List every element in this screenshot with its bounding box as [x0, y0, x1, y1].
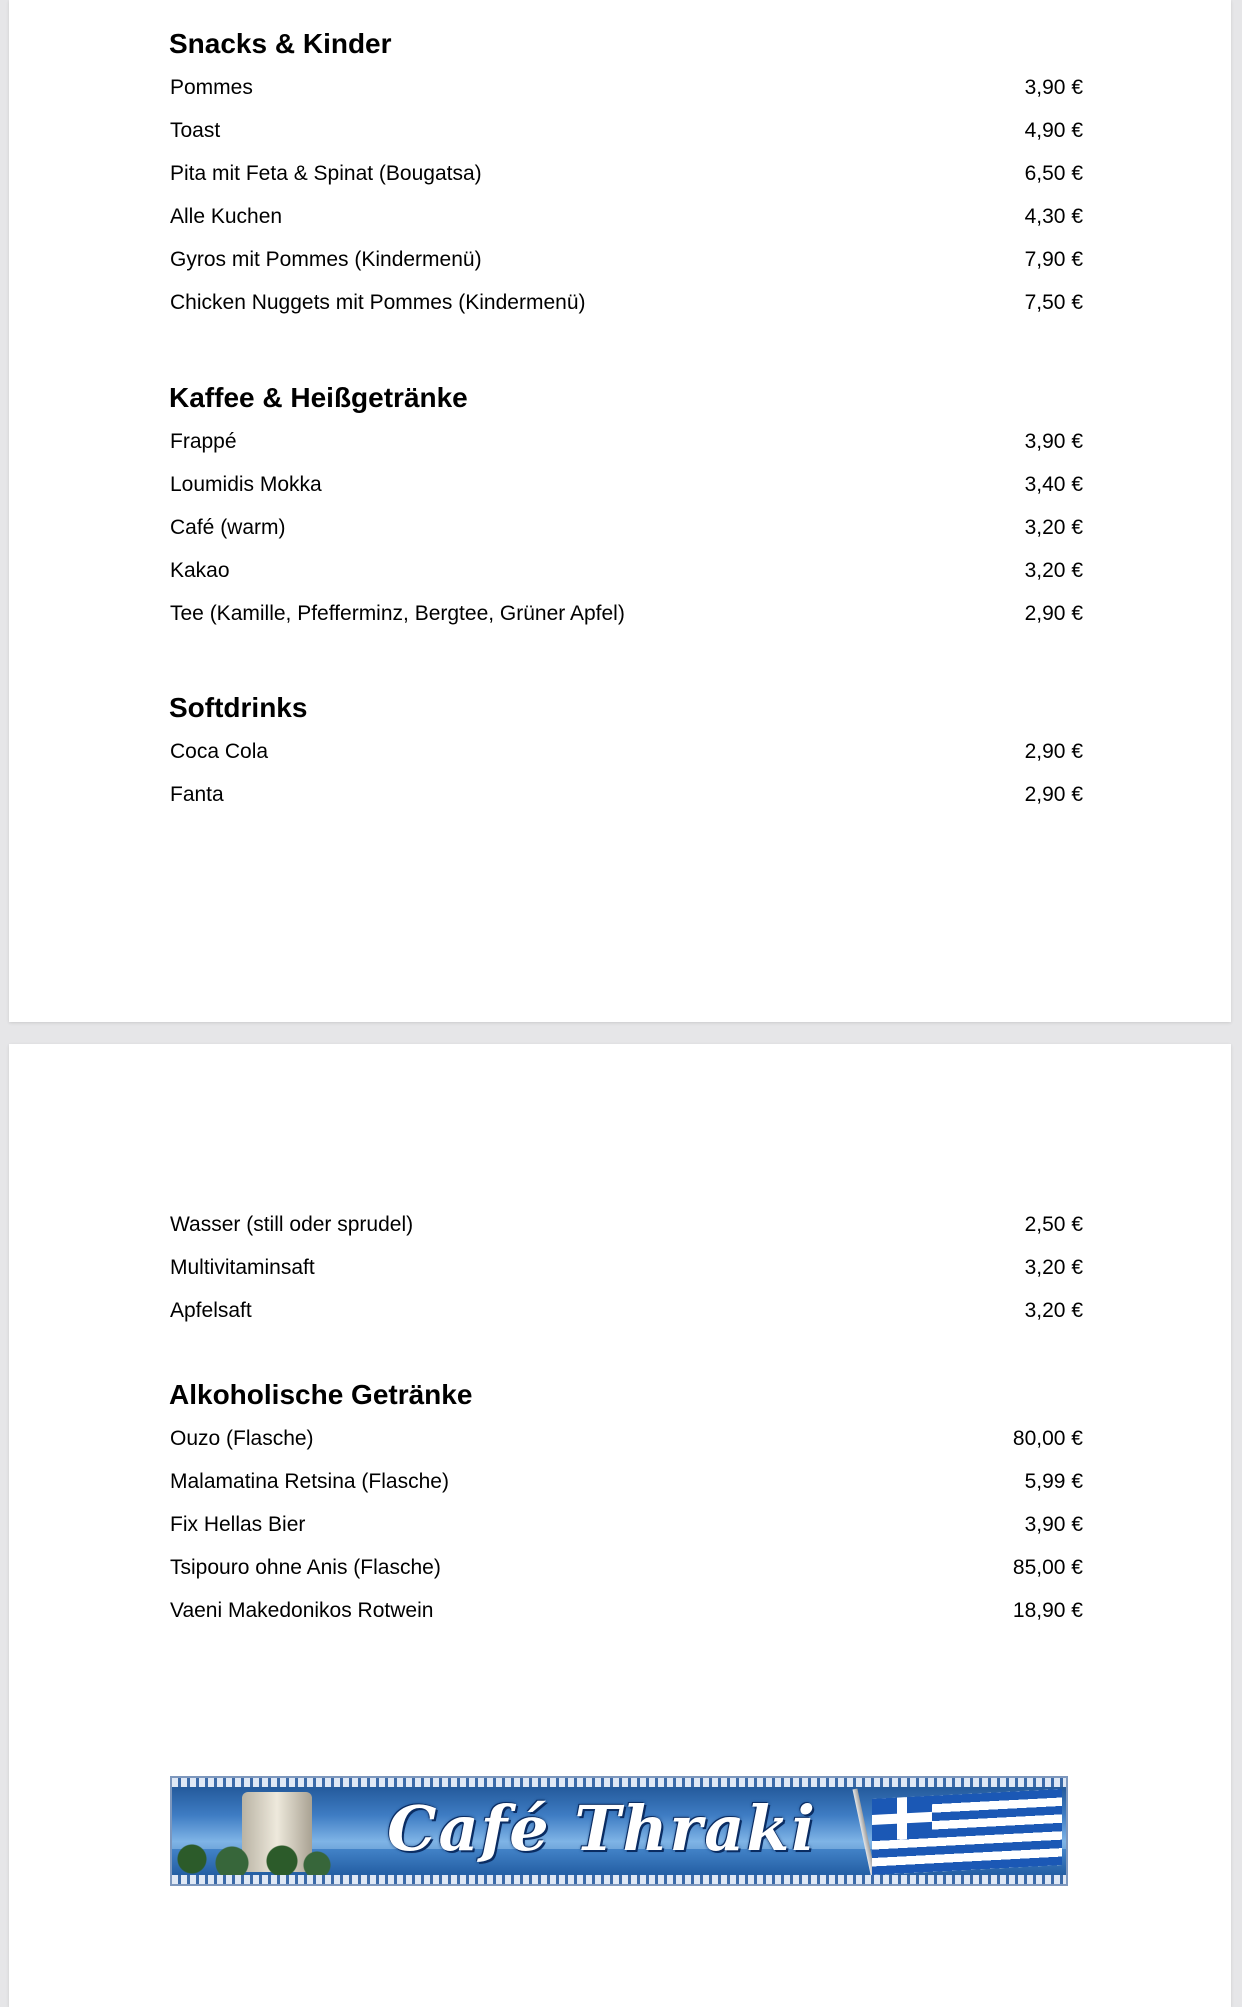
item-name: Multivitaminsaft: [170, 1256, 315, 1279]
item-price: 5,99 €: [1024, 1470, 1083, 1493]
item-price: 3,20 €: [1024, 559, 1083, 582]
item-name: Alle Kuchen: [170, 205, 283, 228]
menu-item: [169, 66, 1083, 109]
item-name: Malamatina Retsina (Flasche): [170, 1470, 449, 1493]
item-name: Tee (Kamille, Pfefferminz, Bergtee, Grüner Apfel): [170, 602, 625, 625]
item-price: 3,90 €: [1024, 1513, 1083, 1536]
menu-item: [169, 281, 1083, 324]
trees-image: [172, 1839, 332, 1875]
item-price: 4,90 €: [1024, 119, 1083, 142]
item-name: Coca Cola: [170, 740, 269, 763]
cafe-thraki-banner: [170, 1776, 1068, 1886]
menu-item: [169, 1246, 1083, 1289]
item-price: 2,90 €: [1024, 602, 1083, 625]
item-name: Chicken Nuggets mit Pommes (Kindermenü): [170, 291, 586, 314]
item-name: Fix Hellas Bier: [170, 1513, 306, 1536]
item-name: Café (warm): [170, 516, 286, 539]
menu-item: [169, 1589, 1083, 1632]
menu-item: [169, 1503, 1083, 1546]
item-price: 2,90 €: [1024, 783, 1083, 806]
item-price: 7,90 €: [1024, 248, 1083, 271]
item-price: 7,50 €: [1024, 291, 1083, 314]
item-name: Vaeni Makedonikos Rotwein: [170, 1599, 434, 1622]
greek-flag-icon: [872, 1789, 1062, 1875]
item-price: 3,90 €: [1024, 76, 1083, 99]
greek-key-border: [172, 1875, 1066, 1884]
item-price: 3,20 €: [1024, 1299, 1083, 1322]
item-name: Tsipouro ohne Anis (Flasche): [170, 1556, 441, 1579]
item-price: 3,40 €: [1024, 473, 1083, 496]
section-softdrinks: [169, 686, 1083, 816]
item-price: 6,50 €: [1024, 162, 1083, 185]
banner-title: Café Thraki: [387, 1792, 817, 1865]
section-alkoholische-getraenke: [169, 1373, 1083, 1632]
item-price: 18,90 €: [1012, 1599, 1083, 1622]
section-title: Alkoholische Getränke: [169, 1379, 473, 1410]
menu-item: [169, 463, 1083, 506]
menu-item: [169, 420, 1083, 463]
section-kaffee-heissgetraenke: [169, 376, 1083, 635]
item-name: Pommes: [170, 76, 253, 99]
item-name: Apfelsaft: [170, 1299, 252, 1322]
menu-page-1: [9, 0, 1231, 1022]
section-title: Snacks & Kinder: [169, 28, 392, 59]
menu-page-2: [9, 1044, 1231, 2007]
item-price: 2,90 €: [1024, 740, 1083, 763]
section-softdrinks-continued: [169, 1203, 1083, 1332]
menu-item: [169, 773, 1083, 816]
item-name: Loumidis Mokka: [170, 473, 322, 496]
item-price: 2,50 €: [1024, 1213, 1083, 1236]
section-snacks-kinder: [169, 22, 1083, 324]
menu-item: [169, 109, 1083, 152]
item-price: 3,20 €: [1024, 516, 1083, 539]
menu-item: [169, 1289, 1083, 1332]
item-price: 3,90 €: [1024, 430, 1083, 453]
item-name: Toast: [170, 119, 221, 142]
menu-item: [169, 1417, 1083, 1460]
item-name: Ouzo (Flasche): [170, 1427, 314, 1450]
menu-item: [169, 506, 1083, 549]
menu-item: [169, 238, 1083, 281]
menu-item: [169, 1203, 1083, 1246]
menu-item: [169, 152, 1083, 195]
menu-item: [169, 592, 1083, 635]
item-price: 4,30 €: [1024, 205, 1083, 228]
menu-item: [169, 549, 1083, 592]
item-name: Pita mit Feta & Spinat (Bougatsa): [170, 162, 482, 185]
menu-item: [169, 730, 1083, 773]
menu-item: [169, 1546, 1083, 1589]
item-name: Gyros mit Pommes (Kindermenü): [170, 248, 482, 271]
section-title: Kaffee & Heißgetränke: [169, 382, 468, 413]
item-name: Wasser (still oder sprudel): [170, 1213, 414, 1236]
menu-item: [169, 1460, 1083, 1503]
section-title: Softdrinks: [169, 692, 308, 723]
menu-item: [169, 195, 1083, 238]
item-name: Fanta: [170, 783, 224, 806]
item-price: 80,00 €: [1012, 1427, 1083, 1450]
item-price: 3,20 €: [1024, 1256, 1083, 1279]
item-name: Kakao: [170, 559, 230, 582]
item-name: Frappé: [170, 430, 237, 453]
item-price: 85,00 €: [1012, 1556, 1083, 1579]
